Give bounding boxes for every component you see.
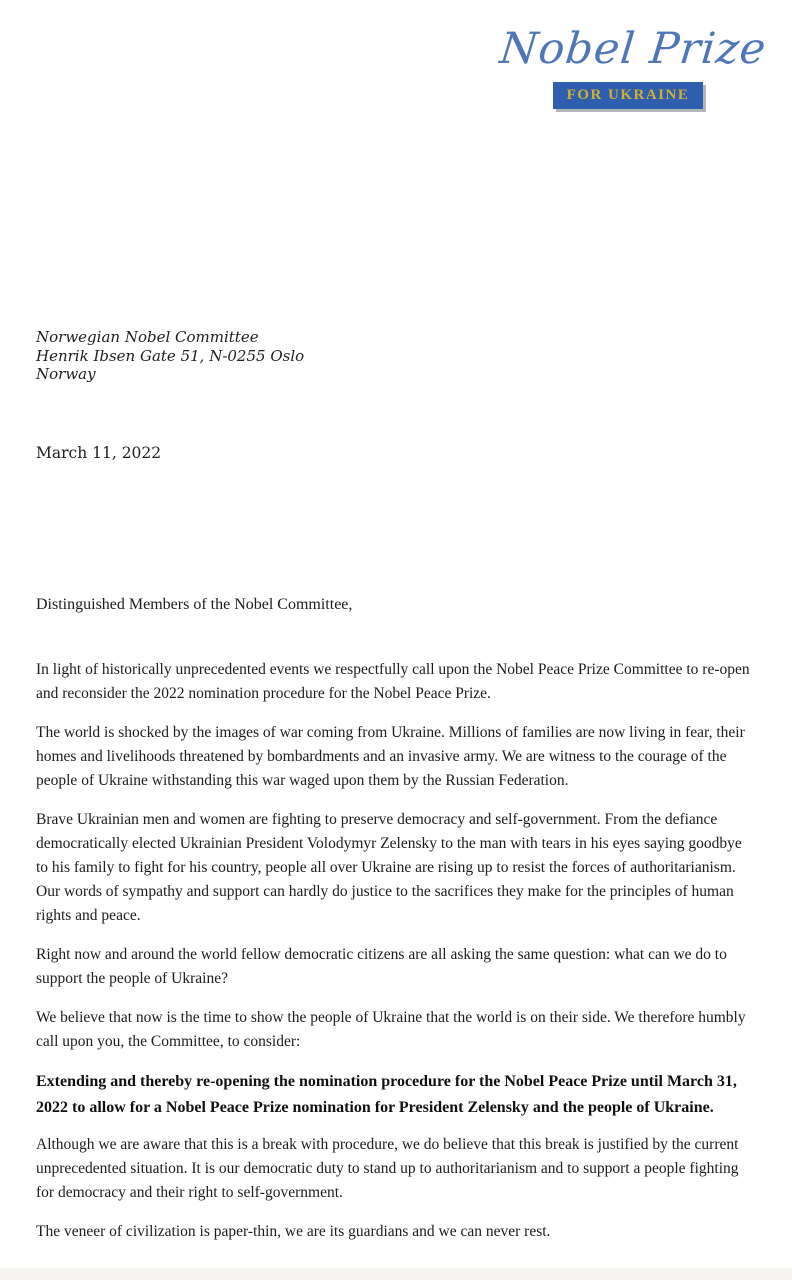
paragraph: In light of historically unprecedented events we respectfully call upon the Nobel Peace Prize Committee to re-open and reconsider the 2022 nomination procedure for the Nobel Peace Prize. [36,661,750,702]
address-line: Henrik Ibsen Gate 51, N-0255 Oslo [36,346,305,365]
paragraph: The world is shocked by the images of war coming from Ukraine. Millions of families are now living in fear, their homes and livelihoods threatened by bombardments and an invasive army. We are witness to the courage of the people of Ukraine withstanding this war waged upon them by the Russian Federation. [36,724,745,789]
nobel-prize-logo [497,24,769,109]
paragraph: Brave Ukrainian men and women are fighting to preserve democracy and self-government. From the defiance democratically elected Ukrainian President Volodymyr Zelensky to the man with tears in his eyes saying goodbye to his family to fight for his country, people all over Ukraine are rising up to resist the forces of authoritarianism. Our words of sympathy and support can hardly do justice to the sacrifices they make for the principles of human rights and peace. [36,811,742,924]
letter-date: March 11, 2022 [36,444,162,462]
logo-banner-label: FOR UKRAINE [566,87,690,104]
address-line: Norwegian Nobel Committee [36,328,259,346]
salutation: Distinguished Members of the Nobel Committee, [36,596,353,613]
paragraph: The veneer of civilization is paper-thin, we are its guardians and we can never rest. [36,1223,551,1240]
paragraph: Although we are aware that this is a break with procedure, we do believe that this break is justified by the current unprecedented situation. It is our democratic duty to stand up to authoritarianism and to support a people fighting for democracy and their right to self-government. [36,1136,739,1201]
letter-body [36,658,756,1259]
address-line: Norway [36,365,96,383]
recipient-address [36,328,304,384]
logo-banner [553,82,704,109]
logo-script-text: Nobel Prize [497,24,769,74]
bold-appeal-paragraph: Extending and thereby re-opening the nomination procedure for the Nobel Peace Prize until March 31, 2022 to allow for a Nobel Peace Prize nomination for President Zelensky and the people of Ukraine. [36,1073,737,1116]
paragraph: Right now and around the world fellow democratic citizens are all asking the same question: what can we do to support the people of Ukraine? [36,946,727,987]
bottom-edge-strip [0,1268,792,1280]
paragraph: We believe that now is the time to show the people of Ukraine that the world is on their side. We therefore humbly call upon you, the Committee, to consider: [36,1009,746,1050]
